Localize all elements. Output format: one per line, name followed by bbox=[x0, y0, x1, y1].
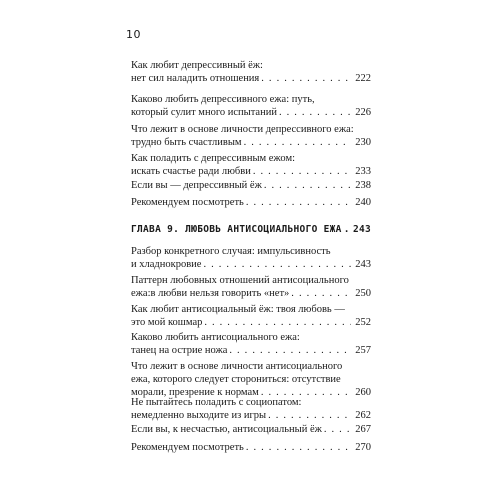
toc-page-number: 270 bbox=[355, 442, 371, 453]
toc-page-number: 240 bbox=[355, 197, 371, 208]
toc-page-number: 257 bbox=[355, 345, 371, 356]
toc-entry[interactable] bbox=[131, 179, 371, 192]
dot-leader bbox=[204, 316, 351, 329]
toc-entry-text: нет сил наладить отношения bbox=[131, 73, 260, 84]
dot-leader bbox=[203, 258, 351, 271]
toc-entry-text: ежа:в любви нельзя говорить «нет» bbox=[131, 288, 290, 299]
toc-entry[interactable] bbox=[131, 331, 371, 357]
toc-entry[interactable] bbox=[131, 93, 371, 119]
chapter-page-number: 243 bbox=[352, 224, 371, 235]
dot-leader bbox=[291, 287, 351, 300]
toc-page-number: 260 bbox=[355, 387, 371, 398]
toc-page-number: 267 bbox=[355, 424, 371, 435]
toc-entry-text: морали, презрение к нормам bbox=[131, 387, 259, 398]
page-number: 10 bbox=[126, 28, 141, 41]
dot-leader bbox=[253, 165, 351, 178]
toc-entry-line: Как поладить с депрессивным ежом: bbox=[131, 153, 296, 164]
dot-leader bbox=[261, 72, 351, 85]
chapter-title: ГЛАВА 9. ЛЮБОВЬ АНТИСОЦИАЛЬНОГО ЕЖА bbox=[131, 224, 342, 235]
toc-entry[interactable] bbox=[131, 152, 371, 178]
toc-page-number: 222 bbox=[355, 73, 371, 84]
toc-entry-text: Если вы, к несчастью, антисоциальный ёж bbox=[131, 424, 322, 435]
toc-entry[interactable] bbox=[131, 396, 371, 422]
toc-page-number: 250 bbox=[355, 288, 371, 299]
toc-page-number: 238 bbox=[355, 180, 371, 191]
toc-entry[interactable] bbox=[131, 123, 371, 149]
dot-leader bbox=[246, 441, 351, 454]
dot-leader bbox=[246, 196, 351, 209]
toc-entry-line: Разбор конкретного случая: импульсивность bbox=[131, 246, 331, 257]
toc-entry[interactable] bbox=[131, 360, 371, 399]
toc-entry-line: Что лежит в основе личности депрессивного ежа: bbox=[131, 124, 354, 135]
toc-entry-line: Как любит депрессивный ёж: bbox=[131, 60, 263, 71]
toc-page-number: 226 bbox=[355, 107, 371, 118]
toc-entry-text: который сулит много испытаний bbox=[131, 107, 277, 118]
toc-entry[interactable] bbox=[131, 274, 371, 300]
table-of-contents bbox=[131, 0, 371, 500]
toc-entry-line: Паттерн любовных отношений антисоциального bbox=[131, 275, 349, 286]
toc-entry[interactable] bbox=[131, 196, 371, 209]
toc-entry-text: это мой кошмар bbox=[131, 317, 203, 328]
dot-leader bbox=[244, 136, 352, 149]
toc-entry-text: Рекомендуем посмотреть bbox=[131, 442, 244, 453]
dot-leader bbox=[324, 423, 351, 436]
toc-entry[interactable] bbox=[131, 245, 371, 271]
toc-entry-text: трудно быть счастливым bbox=[131, 137, 242, 148]
toc-entry-text: Если вы — депрессивный ёж bbox=[131, 180, 262, 191]
toc-page-number: 243 bbox=[355, 259, 371, 270]
toc-entry[interactable] bbox=[131, 441, 371, 454]
toc-entry-line: Каково любить антисоциального ежа: bbox=[131, 332, 300, 343]
toc-page-number: 262 bbox=[355, 410, 371, 421]
toc-page-number: 230 bbox=[355, 137, 371, 148]
toc-entry-text: искать счастье ради любви bbox=[131, 166, 251, 177]
toc-entry-text: Рекомендуем посмотреть bbox=[131, 197, 244, 208]
dot-leader bbox=[344, 224, 349, 235]
toc-entry-line: Не пытайтесь поладить с социопатом: bbox=[131, 397, 302, 408]
chapter-heading[interactable] bbox=[131, 224, 371, 235]
toc-entry-text: немедленно выходите из игры bbox=[131, 410, 267, 421]
toc-entry-line: Как любит антисоциальный ёж: твоя любовь — bbox=[131, 304, 345, 315]
toc-entry-text: и хладнокровие bbox=[131, 259, 202, 270]
toc-entry-line: Что лежит в основе личности антисоциального bbox=[131, 361, 343, 372]
toc-entry[interactable] bbox=[131, 303, 371, 329]
toc-entry-line: ежа, которого следует сторониться: отсутствие bbox=[131, 374, 341, 385]
dot-leader bbox=[268, 409, 351, 422]
toc-entry[interactable] bbox=[131, 59, 371, 85]
dot-leader bbox=[229, 344, 351, 357]
toc-entry-text: танец на острие ножа bbox=[131, 345, 228, 356]
toc-page-number: 252 bbox=[355, 317, 371, 328]
dot-leader bbox=[279, 106, 351, 119]
toc-entry[interactable] bbox=[131, 423, 371, 436]
toc-entry-line: Каково любить депрессивного ежа: путь, bbox=[131, 94, 315, 105]
toc-page-number: 233 bbox=[355, 166, 371, 177]
dot-leader bbox=[264, 179, 351, 192]
